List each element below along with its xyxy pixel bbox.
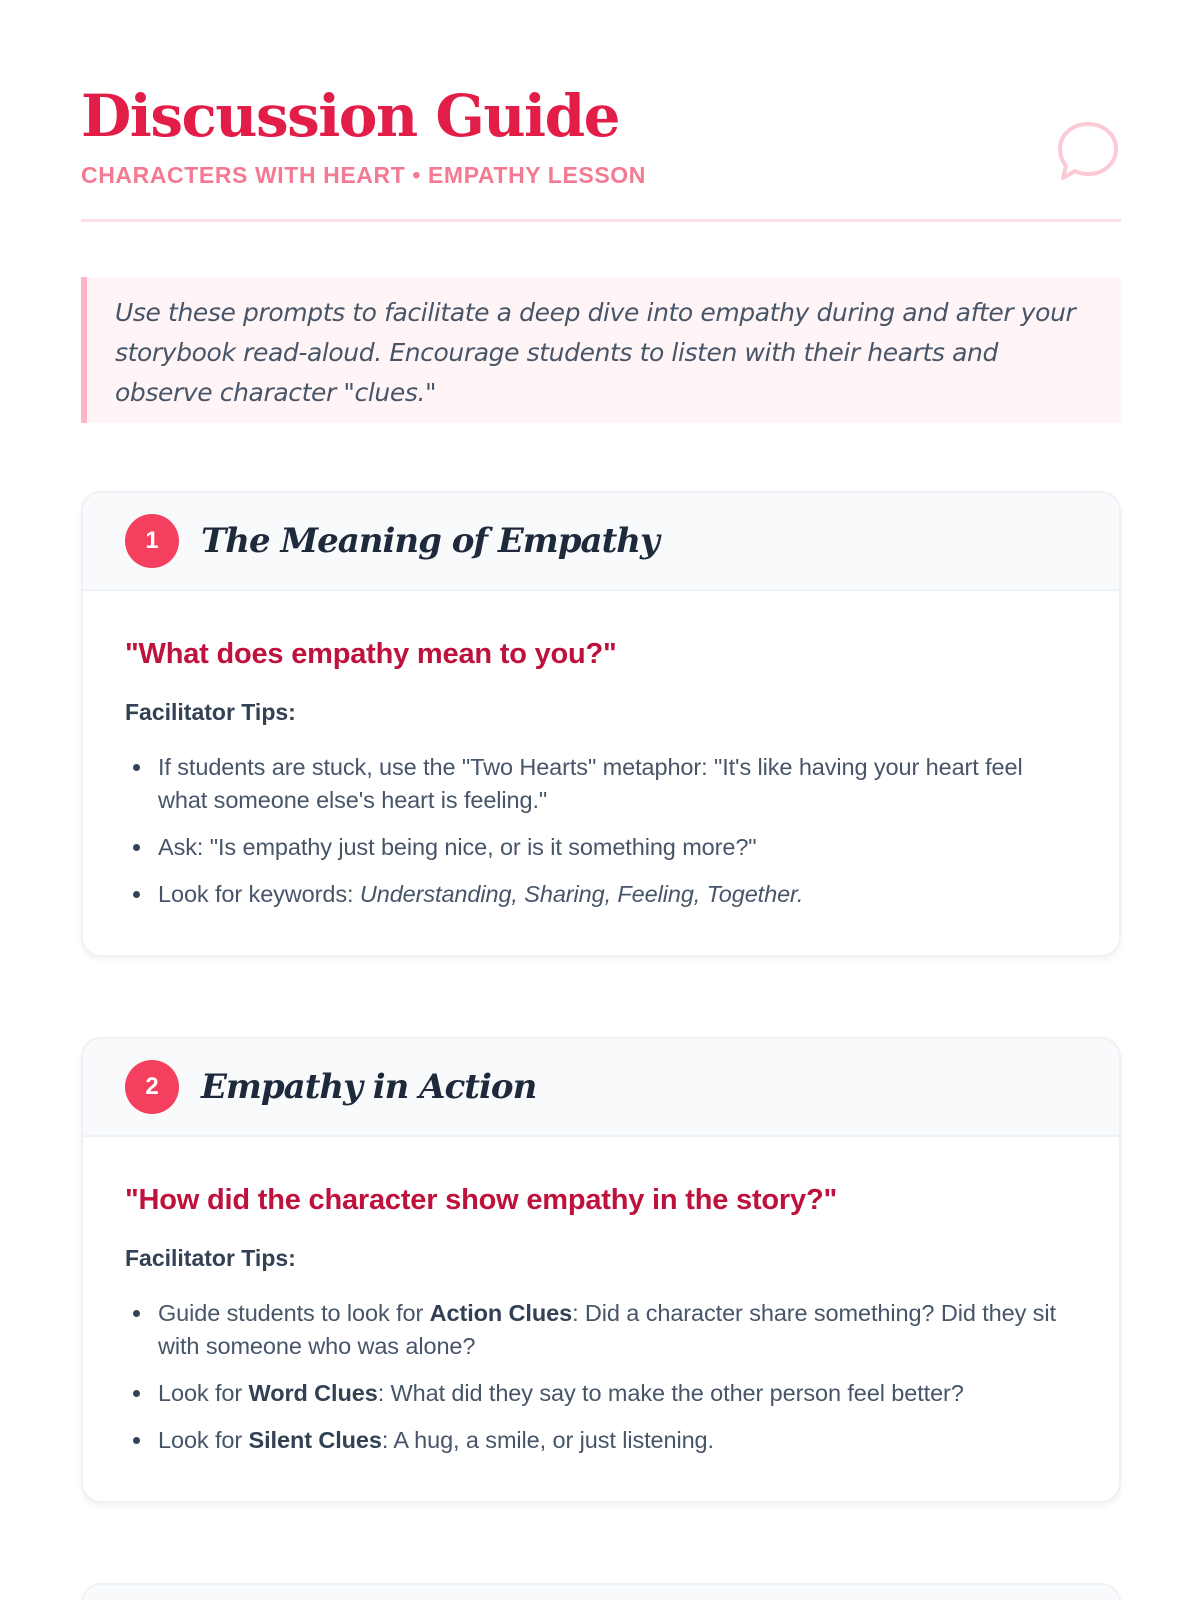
discussion-question: "How did the character show empathy in the story?" [125,1184,838,1216]
tip-item: Look for Word Clues: What did they say to make the other person feel better? [158,1377,1077,1410]
intro-callout [81,277,1121,423]
section-number-badge: 1 [125,514,179,568]
intro-text: Use these prompts to facilitate a deep dive into empathy during and after your storybook read-aloud. Encourage students to listen with their hearts and observe character "clues." [115,298,1076,407]
facilitator-tips-label: Facilitator Tips: [125,1245,296,1271]
tip-item: Look for Silent Clues: A hug, a smile, or just listening. [158,1424,1077,1457]
tips-list [125,751,1077,911]
tip-item: Ask: "Is empathy just being nice, or is it something more?" [158,831,1077,864]
section-card-1 [81,491,1121,957]
tip-item: Look for keywords: Understanding, Sharing, Feeling, Together. [158,878,1077,911]
chat-bubble-icon [1055,119,1121,185]
section-card-2 [81,1037,1121,1503]
section-body [83,1137,1119,1457]
page-subtitle: CHARACTERS WITH HEART • EMPATHY LESSON [81,162,646,188]
section-title: The Meaning of Empathy [201,521,659,561]
section-header [83,493,1119,591]
section-card-3 [81,1583,1121,1600]
tip-item: If students are stuck, use the "Two Hearts" metaphor: "It's like having your heart feel what someone else's heart is feeling." [158,751,1077,817]
clue-term: Word Clues [248,1380,378,1406]
discussion-question: "What does empathy mean to you?" [125,638,617,670]
tips-list [125,1297,1077,1457]
section-header [83,1039,1119,1137]
page-header [81,0,1121,222]
keywords: Understanding, Sharing, Feeling, Together. [359,881,804,907]
page-title: Discussion Guide [81,82,620,150]
section-number-badge: 2 [125,1060,179,1114]
section-header [83,1585,1119,1600]
discussion-guide-page [81,0,1121,1453]
facilitator-tips-label: Facilitator Tips: [125,699,296,725]
tip-item: Guide students to look for Action Clues: Did a character share something? Did they sit with someone who was alone? [158,1297,1077,1363]
clue-term: Silent Clues [248,1427,382,1453]
section-body [83,591,1119,911]
clue-term: Action Clues [429,1300,573,1326]
section-title: Empathy in Action [201,1067,537,1107]
